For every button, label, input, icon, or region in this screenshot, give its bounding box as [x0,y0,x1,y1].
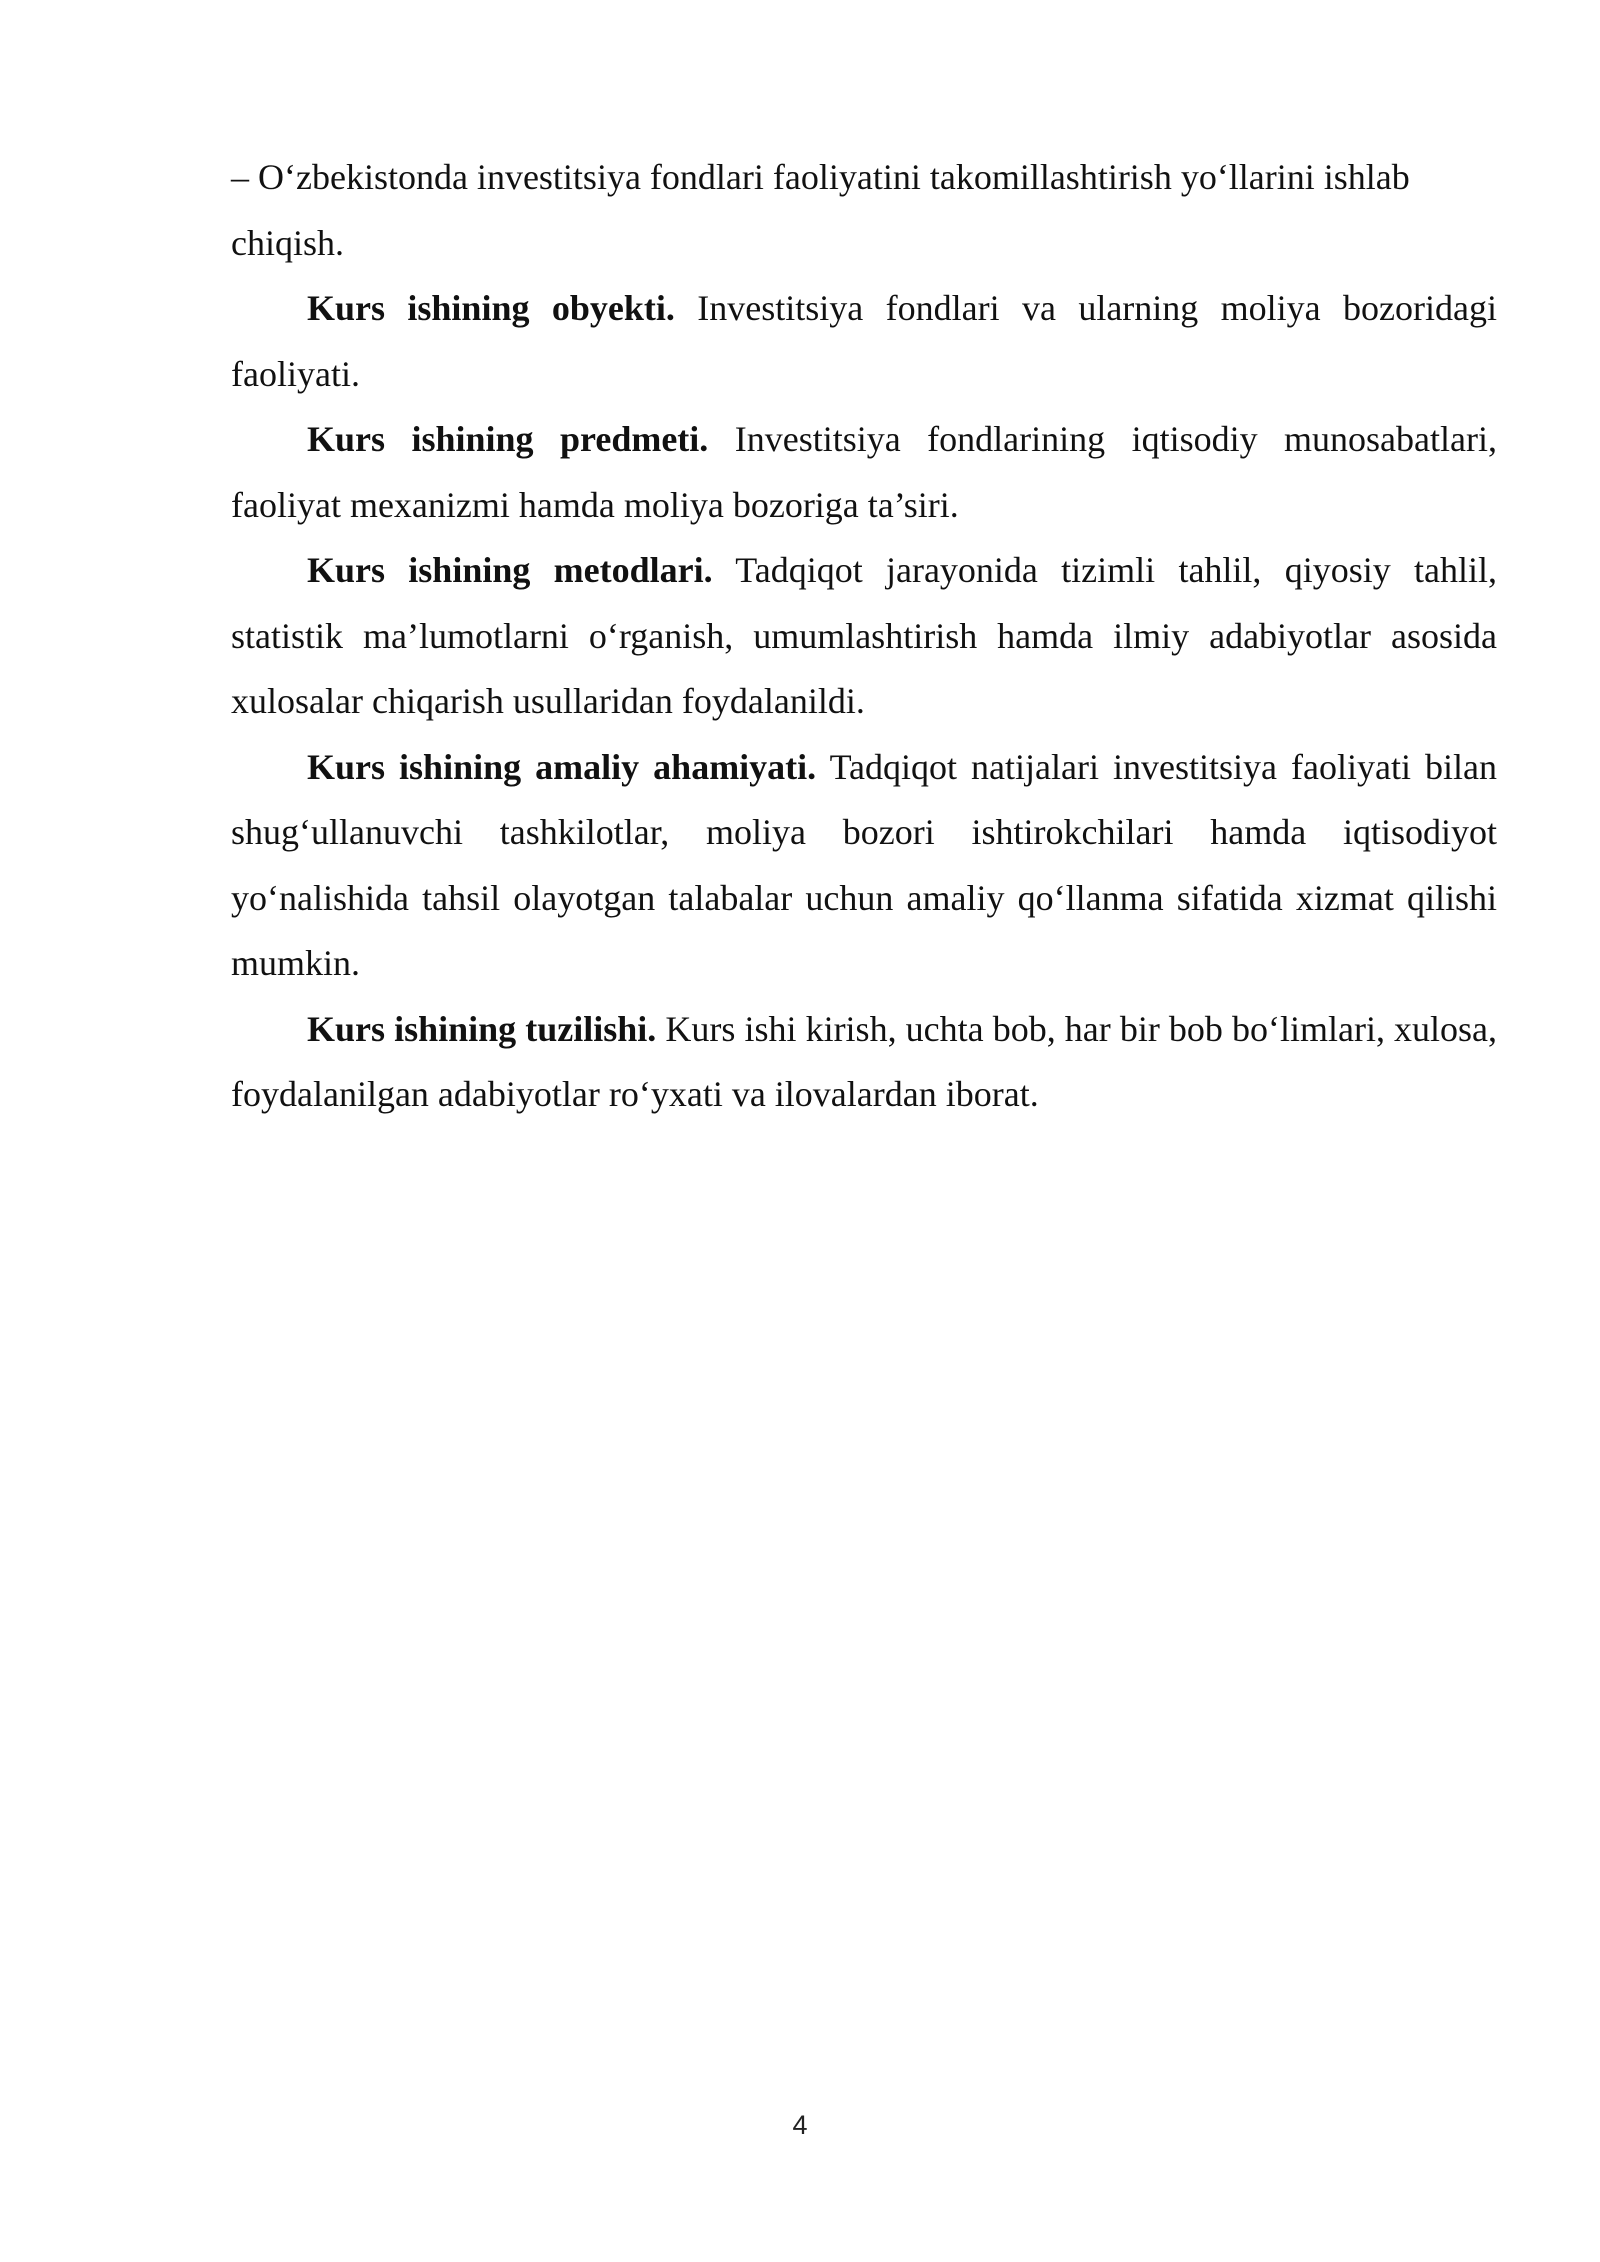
section-practical-value-heading: Kurs ishining amaliy ahamiyati. [307,746,817,787]
section-subject [231,407,1497,538]
section-practical-value-text: Tadqiqot natijalari investitsiya faoliyati bilan shug‘ullanuvchi tashkilotlar, moliya bozori ishtirokchilari hamda iqtisodiyot yo‘nalishida tahsil olayotgan talabalar uchun amaliy qo‘llanma sifatida xizmat qilishi mumkin. [231,746,1497,983]
section-object-heading: Kurs ishining obyekti. [307,288,675,328]
section-structure-text: Kurs ishi kirish, uchta bob, har bir bob bo‘limlari, xulosa, foydalanilgan adabiyotlar ro‘yxati va ilovalardan iborat. [231,1008,1498,1114]
page-number: 4 [792,2110,808,2140]
section-subject-heading: Kurs ishining predmeti. [307,419,709,459]
section-object-text: Investitsiya fondlari va ularning moliya bozoridagi faoliyati. [231,288,1497,394]
section-object [231,276,1497,407]
section-structure-heading: Kurs ishining tuzilishi. [307,1008,657,1049]
intro-paragraph: – O‘zbekistonda investitsiya fondlari faoliyatini takomillashtirish yo‘llarini ishlab chiqish. [231,157,1410,263]
section-practical-value [231,735,1497,997]
section-methods-text: Tadqiqot jarayonida tizimli tahlil, qiyosiy tahlil, statistik ma’lumotlarni o‘rganish, umumlashtirish hamda ilmiy adabiyotlar asosida xulosalar chiqarish usullaridan foydalanildi. [231,550,1497,721]
section-subject-text: Investitsiya fondlarining iqtisodiy munosabatlari, faoliyat mexanizmi hamda moliya bozoriga ta’siri. [231,419,1497,525]
section-structure [231,997,1497,1128]
section-methods [231,538,1497,735]
section-methods-heading: Kurs ishining metodlari. [307,550,713,590]
page-body [231,145,1497,1128]
